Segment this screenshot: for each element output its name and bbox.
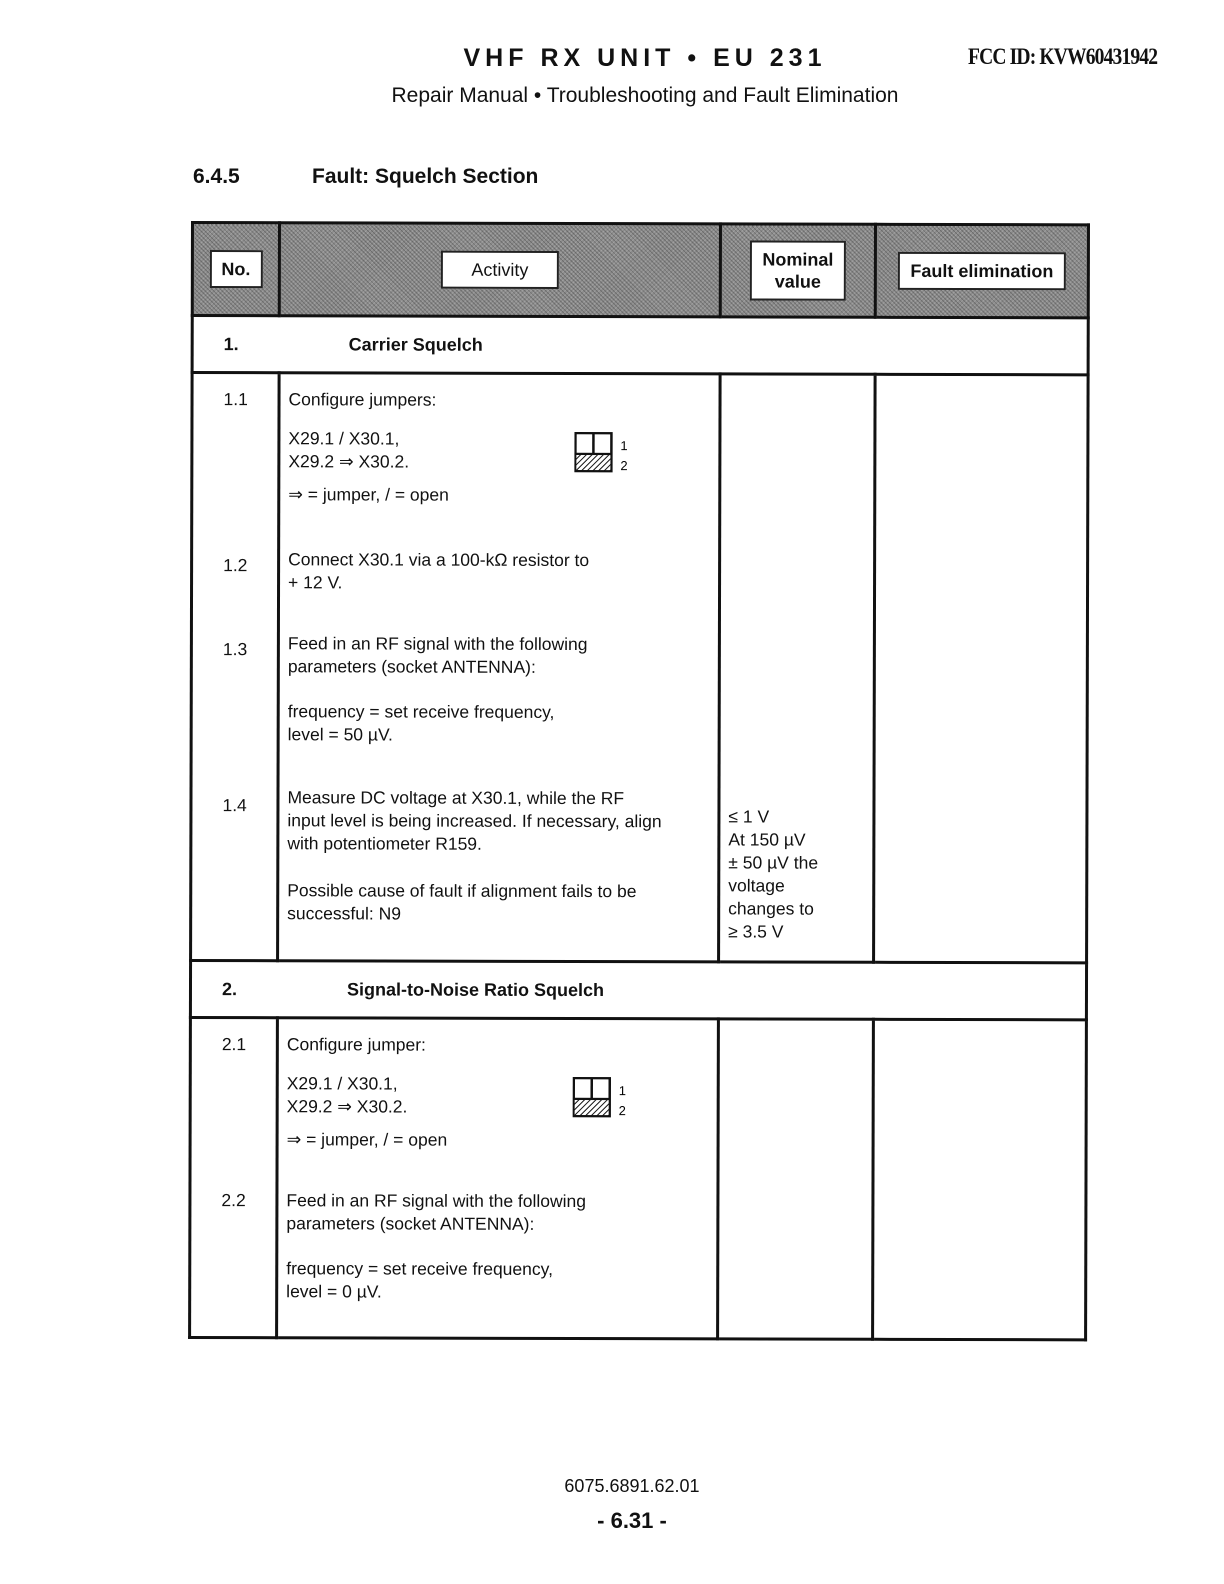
step-number-2-2: 2.2 xyxy=(221,1190,246,1211)
step-numbers-cell xyxy=(190,1018,278,1338)
step-number-1-4: 1.4 xyxy=(222,795,247,816)
header-activity: Activity xyxy=(441,251,558,289)
step-number-1-3: 1.3 xyxy=(222,639,248,660)
group-title: Signal-to-Noise Ratio Squelch xyxy=(346,978,605,1000)
step-2-2-line-b: parameters (socket ANTENNA): xyxy=(286,1213,535,1234)
step-1-2-line-a: Connect X30.1 via a 100-kΩ resistor to xyxy=(288,549,590,571)
step-1-3-line-c: frequency = set receive frequency, xyxy=(287,701,555,722)
header-fault: Fault elimination xyxy=(898,252,1065,290)
step-2-1-line-a: X29.1 / X30.1, xyxy=(286,1073,398,1094)
step-2-1-text: Configure jumper: xyxy=(286,1034,426,1055)
header-nominal-line1: Nominal xyxy=(762,249,834,270)
header-nominal-cell xyxy=(720,224,875,317)
footer-doc-number: 6075.6891.62.01 xyxy=(564,1476,700,1496)
step-number-1-1: 1.1 xyxy=(223,389,248,410)
step-1-1-legend: ⇒ = jumper, / = open xyxy=(288,484,449,505)
step-1-2-line-b: + 12 V. xyxy=(288,572,343,593)
step-2-1-line-b: X29.2 ⇒ X30.2. xyxy=(286,1096,408,1117)
step-1-4-line-b: input level is being increased. If necessary, align xyxy=(287,810,662,832)
group-cell xyxy=(192,316,1088,375)
step-2-2-line-d: level = 0 µV. xyxy=(286,1281,382,1302)
jumper-diagram-icon xyxy=(573,1077,633,1123)
jumper-pin-1: 1 xyxy=(620,438,628,454)
document-title: VHF RX UNIT • EU 231 xyxy=(463,44,827,72)
step-1-4-line-c: with potentiometer R159. xyxy=(287,833,482,854)
step-1-1-line-a: X29.1 / X30.1, xyxy=(288,428,400,449)
group-cell xyxy=(190,961,1086,1020)
step-numbers-cell xyxy=(191,373,280,961)
activity-cell-group1 xyxy=(278,373,721,962)
table-row-group1 xyxy=(191,373,1089,963)
step-1-4-line-e: successful: N9 xyxy=(287,903,402,924)
jumper-pin-2: 2 xyxy=(618,1103,626,1119)
jumper-pin-2: 2 xyxy=(620,458,628,474)
nominal-1-4-line-1: ≤ 1 V xyxy=(728,806,770,827)
table-header-row xyxy=(192,223,1088,318)
jumper-pin-1: 1 xyxy=(618,1083,626,1099)
fault-table xyxy=(188,221,1090,1341)
step-1-4-line-d: Possible cause of fault if alignment fails to be xyxy=(287,880,637,902)
step-1-1-line-b: X29.2 ⇒ X30.2. xyxy=(288,451,410,472)
document-subtitle: Repair Manual • Troubleshooting and Fault Elimination xyxy=(391,84,899,107)
nominal-cell-group1 xyxy=(719,374,876,962)
fault-table-wrapper xyxy=(188,221,1087,1335)
fault-cell-group1 xyxy=(874,374,1089,963)
header-no-cell xyxy=(192,223,279,316)
jumper-block-1-1 xyxy=(288,427,710,474)
step-number-1-2: 1.2 xyxy=(223,555,248,576)
step-1-1-text: Configure jumpers: xyxy=(288,389,437,410)
group-row-carrier-squelch xyxy=(192,316,1088,375)
nominal-1-4-line-3: ± 50 µV the xyxy=(728,852,819,873)
fault-cell-group2 xyxy=(873,1019,1087,1340)
section-number: 6.4.5 xyxy=(193,165,240,188)
group-title: Carrier Squelch xyxy=(348,333,483,355)
nominal-1-4-line-6: ≥ 3.5 V xyxy=(728,921,784,942)
nominal-1-4-line-5: changes to xyxy=(728,898,814,919)
nominal-cell-group2 xyxy=(718,1019,874,1339)
table-row-group2 xyxy=(190,1018,1087,1340)
header-nominal xyxy=(750,240,845,300)
fcc-id: FCC ID: KVW60431942 xyxy=(968,44,1158,69)
nominal-1-4-line-4: voltage xyxy=(728,875,785,896)
group-number: 1. xyxy=(223,333,239,354)
section-title: Fault: Squelch Section xyxy=(312,165,539,188)
step-2-2-line-c: frequency = set receive frequency, xyxy=(286,1258,553,1279)
step-1-3-line-b: parameters (socket ANTENNA): xyxy=(287,656,536,677)
step-1-3-line-a: Feed in an RF signal with the following xyxy=(287,633,588,655)
activity-cell-group2 xyxy=(277,1018,719,1339)
header-nominal-line2: value xyxy=(774,271,821,292)
group-row-snr-squelch xyxy=(190,961,1086,1020)
nominal-1-4-line-2: At 150 µV xyxy=(728,829,806,850)
step-2-1-legend: ⇒ = jumper, / = open xyxy=(286,1129,448,1150)
footer-page-number: - 6.31 - xyxy=(597,1508,667,1533)
jumper-block-2-1 xyxy=(287,1072,709,1119)
step-2-2-line-a: Feed in an RF signal with the following xyxy=(286,1190,587,1212)
header-fault-cell xyxy=(875,224,1088,318)
jumper-diagram-icon xyxy=(574,432,634,478)
header-activity-cell xyxy=(279,223,720,317)
step-1-4-line-a: Measure DC voltage at X30.1, while the RF xyxy=(287,787,625,809)
group-number: 2. xyxy=(221,978,238,999)
step-number-2-1: 2.1 xyxy=(221,1034,247,1055)
header-no: No. xyxy=(209,250,262,288)
step-1-3-line-d: level = 50 µV. xyxy=(287,724,393,745)
